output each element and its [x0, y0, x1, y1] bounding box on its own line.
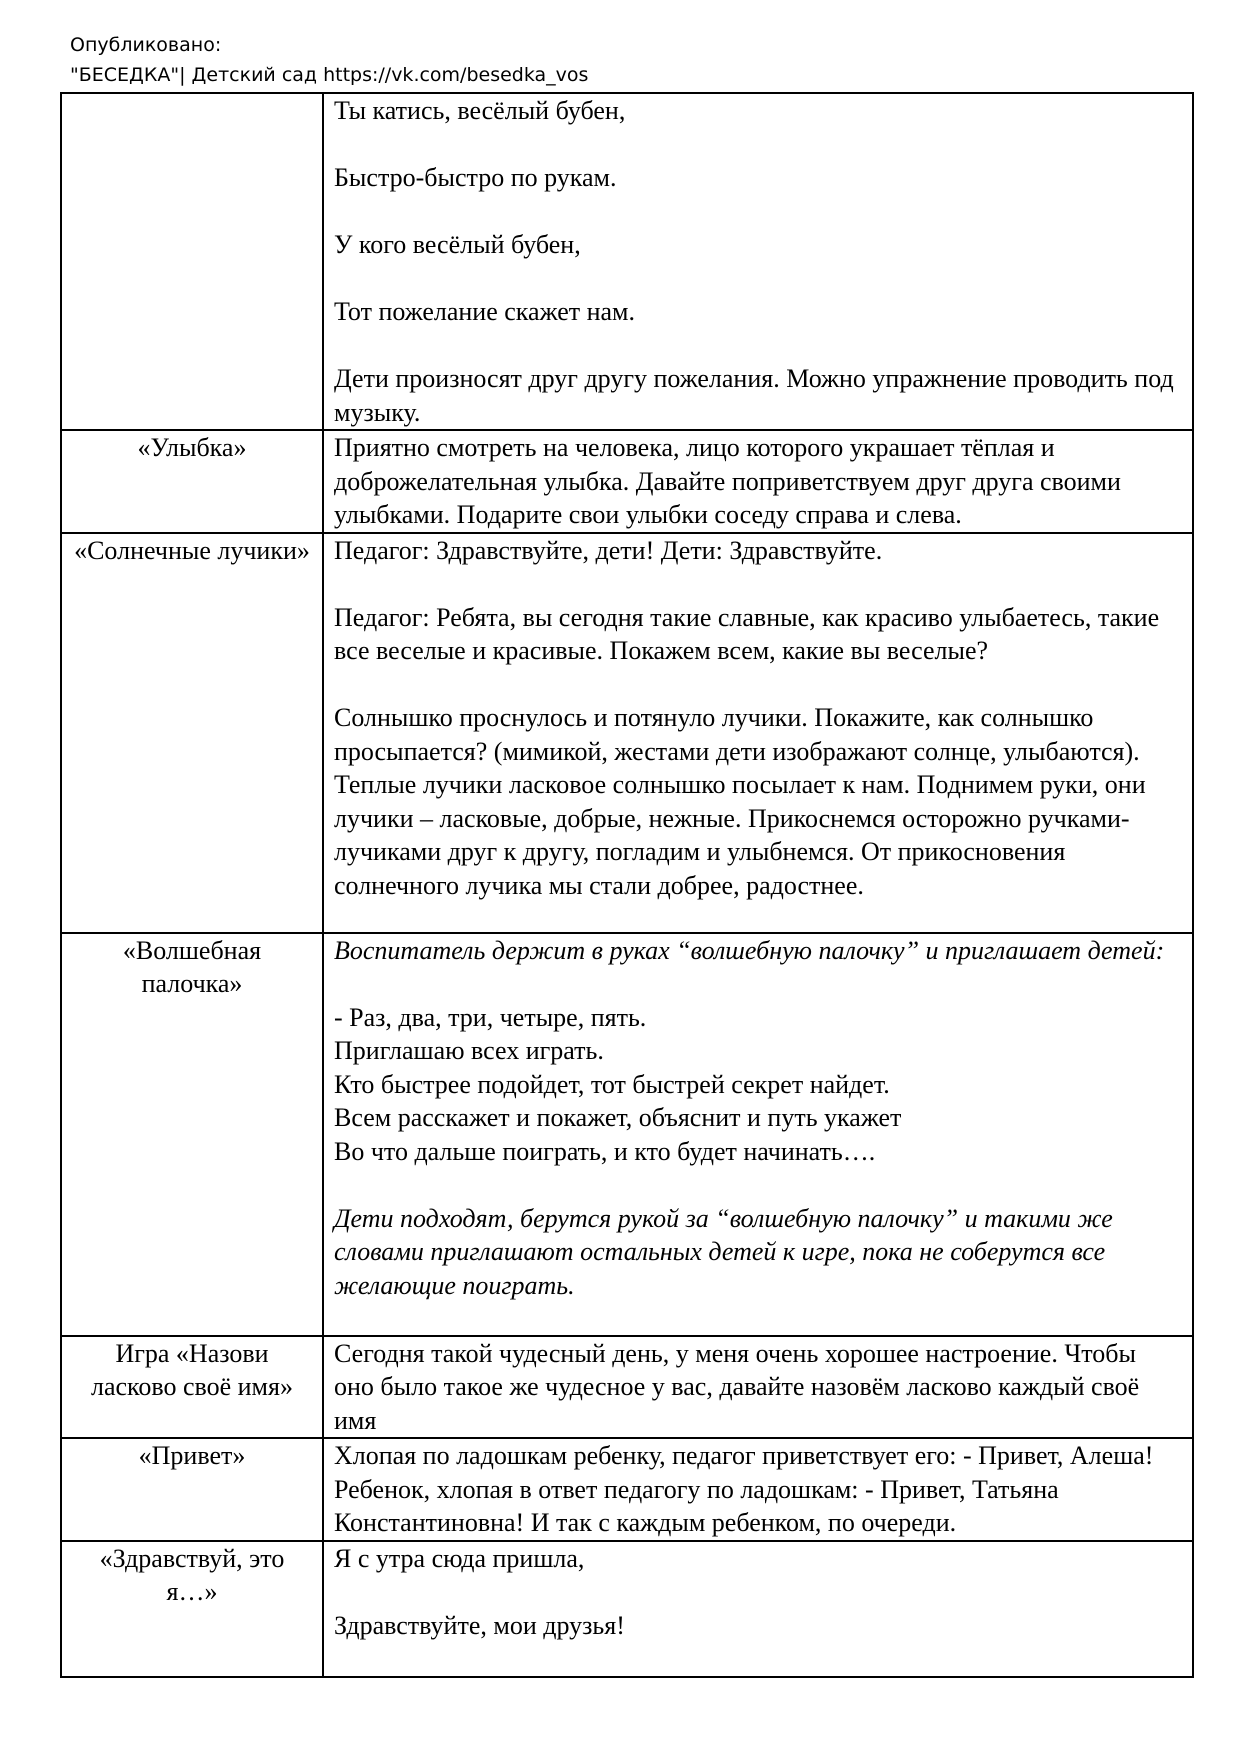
table-row: [61, 1438, 1193, 1541]
verse-line: Тот пожелание скажет нам.: [334, 297, 636, 326]
verse-line: Здравствуйте, мои друзья!: [334, 1610, 625, 1640]
row-content: [323, 933, 1193, 1336]
table-row: [61, 1541, 1193, 1677]
paragraph: Сегодня такой чудесный день, у меня очень хорошее настроение. Чтобы оно было такое же чудесное у вас, давайте назовём ласково каждый своё имя: [334, 1338, 1140, 1435]
table-row: [61, 533, 1193, 933]
row-content: [323, 1541, 1193, 1677]
table-row: [61, 933, 1193, 1336]
row-title: «Волшебная палочка»: [61, 933, 323, 1336]
verse-line: У кого весёлый бубен,: [334, 230, 581, 259]
publication-header: [70, 30, 588, 90]
row-content: [323, 533, 1193, 933]
verse-line: Ты катись, весёлый бубен,: [334, 96, 626, 125]
paragraph: Педагог: Здравствуйте, дети! Дети: Здравствуйте.: [334, 535, 883, 565]
verse-line: Всем расскажет и покажет, объяснит и путь укажет: [334, 1103, 902, 1132]
table-row: [61, 93, 1193, 430]
row-content: [323, 93, 1193, 430]
paragraph: Хлопая по ладошкам ребенку, педагог приветствует его: - Привет, Алеша! Ребенок, хлопая в ответ педагогу по ладошкам: - Привет, Татьяна Константиновна! И так с каждым ребенком, по очереди.: [334, 1441, 1154, 1537]
intro-italic: Воспитатель держит в руках “волшебную палочку” и приглашает детей:: [334, 935, 1165, 965]
paragraph: Приятно смотреть на человека, лицо которого украшает тёплая и доброжелательная улыбка. Давайте поприветствуем друг друга своими улыбками. Подарите свои улыбки соседу справа и слева.: [334, 433, 1121, 529]
published-label: Опубликовано:: [70, 34, 222, 56]
row-content: [323, 1438, 1193, 1541]
row-title: «Здравствуй, это я…»: [61, 1541, 323, 1677]
row-title: «Привет»: [61, 1438, 323, 1541]
verse-line: Я с утра сюда пришла,: [334, 1543, 585, 1573]
verse-line: Кто быстрее подойдет, тот быстрей секрет найдет.: [334, 1069, 890, 1099]
verse-line: Во что дальше поиграть, и кто будет начинать….: [334, 1136, 876, 1166]
row-title: [61, 93, 323, 430]
outro-italic: Дети подходят, берутся рукой за “волшебную палочку” и такими же словами приглашают остальных детей к игре, пока не соберутся все желающие поиграть.: [334, 1203, 1113, 1300]
instruction-text: Дети произносят друг другу пожелания. Можно упражнение проводить под музыку.: [334, 364, 1174, 427]
row-title: «Солнечные лучики»: [61, 533, 323, 933]
verse-line: - Раз, два, три, четыре, пять.: [334, 1002, 647, 1032]
verse-line: Приглашаю всех играть.: [334, 1036, 604, 1065]
paragraph: Солнышко проснулось и потянуло лучики. Покажите, как солнышко просыпается? (мимикой, жестами дети изображают солнце, улыбаются). Теплые лучики ласковое солнышко посылает к нам. Поднимем руки, они лучики – ласковые, добрые, нежные. Прикоснемся осторожно ручками-лучиками друг к другу, погладим и улыбнемся. От прикосновения солнечного лучика мы стали добрее, радостнее.: [334, 703, 1146, 900]
row-title: «Улыбка»: [61, 430, 323, 533]
verse-line: Быстро-быстро по рукам.: [334, 163, 617, 192]
row-title: Игра «Назови ласково своё имя»: [61, 1336, 323, 1439]
games-table: [60, 92, 1194, 1678]
row-content: [323, 1336, 1193, 1439]
table-row: [61, 1336, 1193, 1439]
source-link-line: "БЕСЕДКА"| Детский сад https://vk.com/besedka_vos: [70, 64, 589, 86]
table-row: [61, 430, 1193, 533]
paragraph: Педагог: Ребята, вы сегодня такие славные, как красиво улыбаетесь, такие все веселые и красивые. Покажем всем, какие вы веселые?: [334, 602, 1160, 665]
row-content: [323, 430, 1193, 533]
